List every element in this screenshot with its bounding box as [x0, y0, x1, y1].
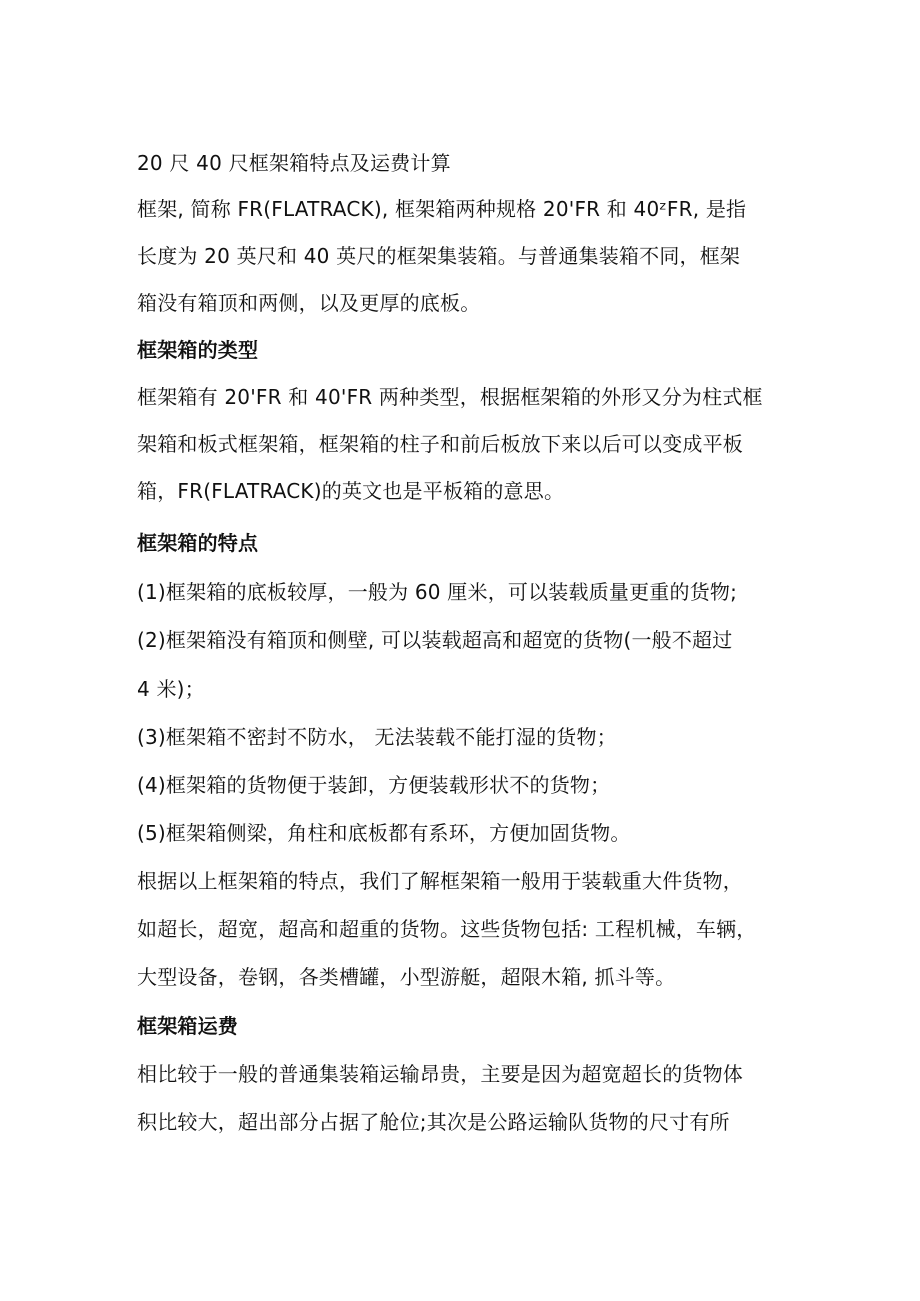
intro-line-2: 长度为 20 英尺和 40 英尺的框架集装箱。与普通集装箱不同，框架 [137, 244, 741, 268]
types-line-2: 架箱和板式框架箱，框架箱的柱子和前后板放下来以后可以变成平板 [137, 432, 743, 456]
types-line-1: 框架箱有 20'FR 和 40'FR 两种类型，根据框架箱的外形又分为柱式框 [137, 385, 763, 409]
document-title: 20 尺 40 尺框架箱特点及运费计算 [137, 151, 451, 175]
features-line-1: (1)框架箱的底板较厚，一般为 60 厘米，可以装载质量更重的货物; [137, 580, 738, 604]
features-line-4: (3)框架箱不密封不防水， 无法装载不能打湿的货物； [137, 725, 617, 749]
types-line-3: 箱，FR(FLATRACK)的英文也是平板箱的意思。 [137, 479, 565, 503]
section-heading-types: 框架箱的类型 [137, 338, 259, 362]
features-line-9: 大型设备，卷钢，各类槽罐，小型游艇，超限木箱, 抓斗等。 [137, 965, 676, 989]
features-line-5: (4)框架箱的货物便于装卸，方便装载形状不的货物； [137, 773, 611, 797]
features-line-8: 如超长，超宽，超高和超重的货物。这些货物包括: 工程机械，车辆， [137, 917, 757, 941]
features-line-7: 根据以上框架箱的特点，我们了解框架箱一般用于装载重大件货物， [137, 869, 743, 893]
freight-line-1: 相比较于一般的普通集装箱运输昂贵，主要是因为超宽超长的货物体 [137, 1062, 743, 1086]
intro-line-1: 框架, 简称 FR(FLATRACK), 框架箱两种规格 20'FR 和 40ᶻFR, 是指 [137, 197, 747, 221]
section-heading-freight: 框架箱运费 [137, 1014, 238, 1038]
features-line-6: (5)框架箱侧梁，角柱和底板都有系环，方便加固货物。 [137, 821, 631, 845]
freight-line-2: 积比较大，超出部分占据了舱位;其次是公路运输队货物的尺寸有所 [137, 1110, 730, 1134]
features-line-3: 4 米)； [137, 677, 205, 701]
features-line-2: (2)框架箱没有箱顶和侧壁, 可以装载超高和超宽的货物(一般不超过 [137, 628, 733, 652]
intro-line-3: 箱没有箱顶和两侧，以及更厚的底板。 [137, 291, 481, 315]
section-heading-features: 框架箱的特点 [137, 531, 259, 555]
